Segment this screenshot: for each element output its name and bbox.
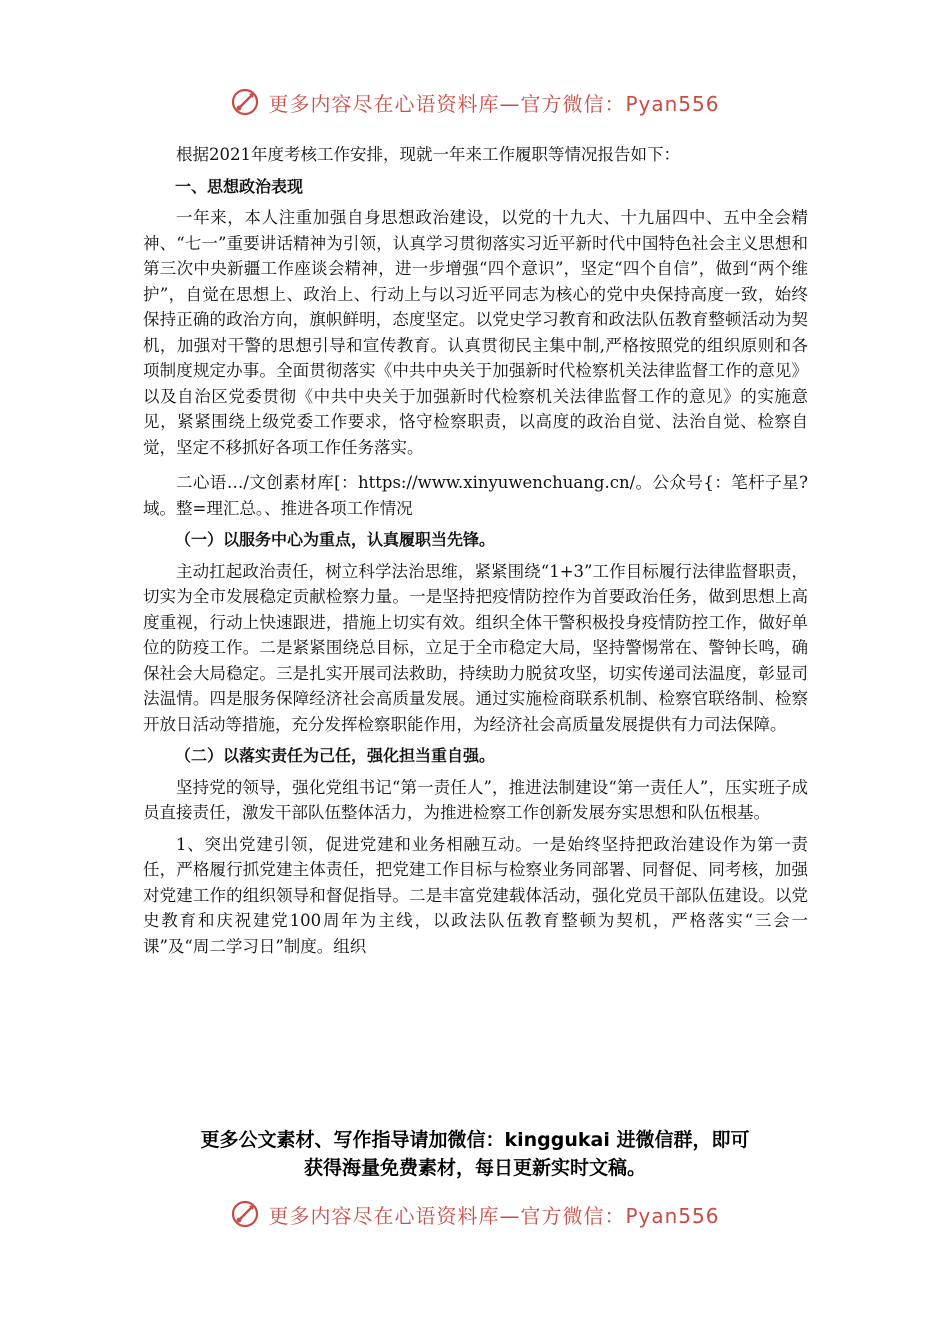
- subsection2-paragraph: 坚持党的领导，强化党组书记“第一责任人”，推进法制建设“第一责任人”，压实班子成员直接责任，激发干部队伍整体活力，为推进检察工作创新发展夯实思想和队伍根基。: [143, 777, 808, 822]
- intro-paragraph: 根据2021年度考核工作安排，现就一年来工作履职等情况报告如下：: [176, 145, 680, 164]
- subsection1-heading: （一）以服务中心为重点，认真履职当先锋。: [175, 530, 496, 549]
- promo-banner: [120, 1126, 830, 1182]
- header-watermark: [0, 82, 950, 122]
- watermark-text: 更多内容尽在心语资料库—官方微信：Pyan556: [268, 1203, 720, 1228]
- footer-watermark: [0, 1194, 950, 1234]
- item1-paragraph: 1、突出党建引领，促进党建和业务相融互动。一是始终坚持把政治建设作为第一责任，严格履行抓党建主体责任，把党建工作目标与检察业务同部署、同督促、同考核，加强对党建工作的组织领导和督促指导。二是丰富党建载体活动，强化党员干部队伍建设。以党史教育和庆祝建党100周年为主线，以政法队伍教育整顿为契机，严格落实“三会一课”及“周二学习日”制度。组织: [143, 834, 808, 956]
- brush-logo-icon: [230, 1199, 260, 1229]
- document-body: [143, 142, 808, 959]
- section2-line: 二心语…/文创素材库[：https://www.xinyuwenchuang.cn/。公众号{：笔杆子星?域。整=理汇总。、推进各项工作情况: [143, 473, 808, 518]
- brush-logo-icon: [230, 87, 260, 117]
- promo-line-1: 更多公文素材、写作指导请加微信：kinggukai 进微信群，即可: [200, 1129, 750, 1151]
- section1-paragraph: 一年来，本人注重加强自身思想政治建设，以党的十九大、十九届四中、五中全会精神、“七一”重要讲话精神为引领，认真学习贯彻落实习近平新时代中国特色社会主义思想和第三次中央新疆工作座谈会精神，进一步增强“四个意识”，坚定“四个自信”，做到“两个维护”，自觉在思想上、政治上、行动上与以习近平同志为核心的党中央保持高度一致，始终保持正确的政治方向，旗帜鲜明，态度坚定。以党史学习教育和政法队伍教育整顿活动为契机，加强对干警的思想引导和宣传教育。认真贯彻民主集中制,严格按照党的组织原则和各项制度规定办事。全面贯彻落实《中共中央关于加强新时代检察机关法律监督工作的意见》以及自治区党委贯彻《中共中央关于加强新时代检察机关法律监督工作的意见》的实施意见，紧紧围绕上级党委工作要求，恪守检察职责，以高度的政治自觉、法治自觉、检察自觉，坚定不移抓好各项工作任务落实。: [143, 208, 808, 457]
- watermark-text: 更多内容尽在心语资料库—官方微信：Pyan556: [268, 91, 720, 116]
- section1-heading: 一、思想政治表现: [175, 176, 304, 196]
- subsection2-heading: （二）以落实责任为己任，强化担当重自强。: [175, 746, 496, 765]
- promo-line-2: 获得海量免费素材，每日更新实时文稿。: [303, 1157, 646, 1179]
- subsection1-paragraph: 主动扛起政治责任，树立科学法治思维，紧紧围绕“1+3”工作目标履行法律监督职责，切实为全市发展稳定贡献检察力量。一是坚持把疫情防控作为首要政治任务，做到思想上高度重视，行动上快速跟进，措施上切实有效。组织全体干警积极投身疫情防控工作，做好单位的防疫工作。二是紧紧围绕总目标，立足于全市稳定大局，坚持警惕常在、警钟长鸣，确保社会大局稳定。三是扎实开展司法救助，持续助力脱贫攻坚，切实传递司法温度，彰显司法温情。四是服务保障经济社会高质量发展。通过实施检商联系机制、检察官联络制、检察开放日活动等措施，充分发挥检察职能作用，为经济社会高质量发展提供有力司法保障。: [143, 561, 808, 734]
